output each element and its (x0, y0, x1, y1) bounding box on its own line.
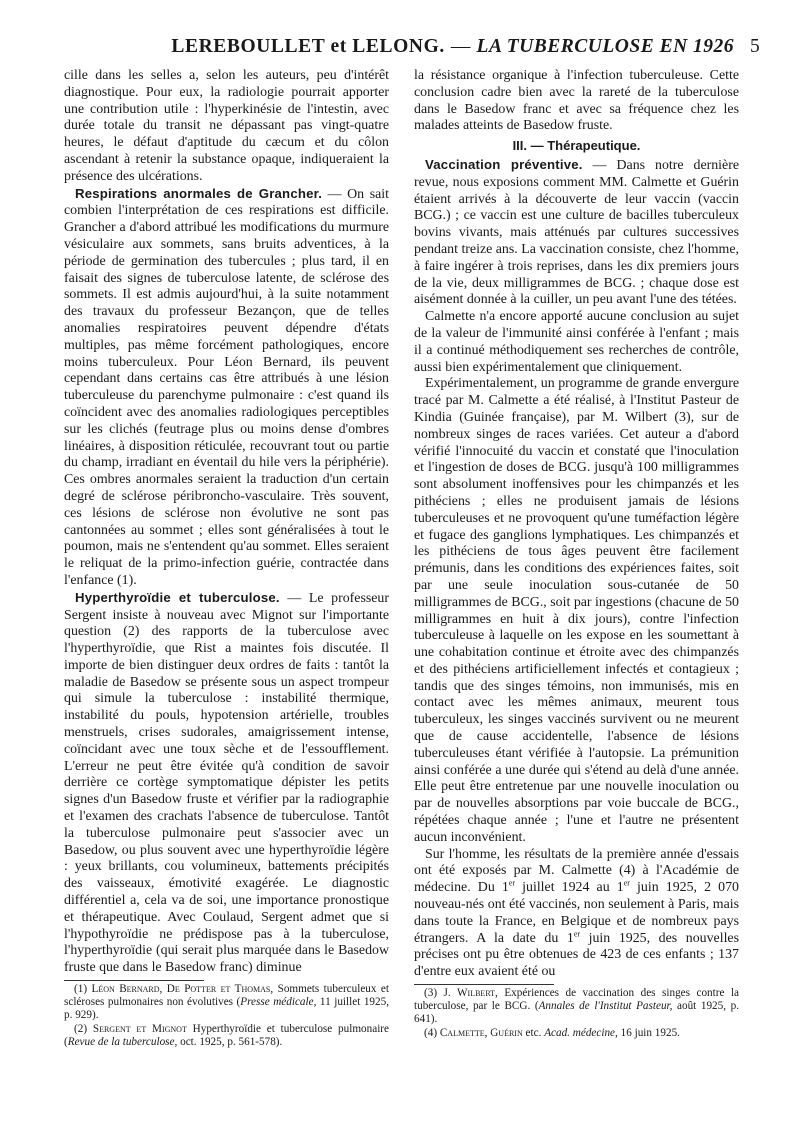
footnote-divider (64, 980, 204, 981)
footnote-journal: Acad. médecine, (544, 1027, 618, 1040)
header-title: LA TUBERCULOSE EN 1926 (476, 36, 735, 57)
footnote-date: 16 juin 1925. (617, 1027, 680, 1040)
footnote-date: 11 juillet 1925, p. 929). (64, 996, 389, 1022)
header-dash: — (450, 36, 471, 57)
footnote-journal: Presse médicale, (240, 996, 317, 1009)
footnote-3 (414, 987, 739, 1026)
footnote-divider (414, 984, 554, 985)
superscript: er (508, 878, 516, 888)
footnote-authors: J. Wilbert, (443, 987, 498, 1000)
run-in-heading-grancher: Respirations anormales de Grancher. (75, 185, 323, 201)
superscript: er (623, 878, 630, 888)
footnote-number: (3) (424, 987, 438, 1000)
run-in-heading-hyperthyroidie: Hyperthyroïdie et tuberculose. (75, 589, 280, 605)
paragraph-grancher-text: — On sait combien l'interprétation de ces respirations est difficile. Grancher a d'abord attribué les modifications du murmure vésiculaire aux sommets, sans bruits adventices, à la période de germination des tubercules ; plus tard, il en faisait des signes de tuberculose latente, de sclérose des sommets. Il est admis aujourd'hui, à la suite notamment des travaux du professeur Bezançon, que de telles anomalies respiratoires peuvent dépendre d'états multiples, pas même forcément pathologiques, encore moins tuberculeux. Pour Léon Bernard, ils peuvent cependant dans certains cas être attribués à une lésion tuberculeuse du parenchyme pulmonaire : c'est quand ils coïncident avec des anomalies radiologiques perceptibles sur les clichés (feutrage plus ou moins dense d'ombres linéaires, à disposition réticulée, recouvrant tout ou partie du champ, irradiant en éventail du hile vers la périphérie). Ces ombres anormales seraient la traduction d'un certain degré de sclérose péribroncho-vasculaire. Très souvent, ces lésions de sclérose non évolutive ne sont pas cantonnées au sommet ; elles sont généralisées à tout le poumon, mais ne s'entendent qu'au sommet. Elles seraient le reliquat de la primo-infection guérie, contractée dans l'enfance (1). (64, 186, 389, 588)
paragraph-resistance: la résistance organique à l'infection tuberculeuse. Cette conclusion cadre bien avec la rareté de la tuberculose dans le Basedow franc et avec sa fréquence chez les malades atteints de Basedow fruste. (414, 68, 739, 134)
paragraph-sur-homme (414, 847, 739, 981)
paragraph-hyperthyroidie (64, 590, 389, 977)
footnote-date: oct. 1925, p. 561-578). (177, 1036, 283, 1049)
superscript: er (573, 929, 581, 939)
footnote-text: etc. (522, 1027, 545, 1040)
paragraph-grancher (64, 186, 389, 590)
run-in-heading-vaccination: Vaccination préventive. (425, 156, 583, 172)
text-run: juin 1925, des nouvelles précises ont pu être obtenues de 423 de ces enfants ; 137 d'entre eux avaient été ou (414, 930, 739, 980)
header-authors: LEREBOULLET et LELONG. (171, 36, 445, 57)
footnote-journal: Annales de l'Institut Pasteur, (538, 1000, 673, 1013)
right-column (414, 68, 739, 1040)
section-heading-therapeutique: III. — Thérapeutique. (512, 138, 641, 154)
left-column (64, 68, 389, 1049)
footnote-journal: Revue de la tuberculose, (67, 1036, 178, 1049)
paragraph-vaccination-text: — Dans notre dernière revue, nous exposions comment MM. Calmette et Guérin étaient arrivés à la découverte de leur vaccin (vaccin BCG.) ; ce vaccin est une culture de bacilles tuberculeux bovins vivants, mais atténués par cultures successives pendant treize ans. La vaccination consiste, chez l'homme, à faire ingérer à trois reprises, dans les dix premiers jours de la vie, deux milligrammes de BCG. ; chaque dose est aisément donnée à la cuiller, un peu avant l'une des tétées. (414, 157, 739, 308)
text-run: Sur l'homme, les résultats de la première année d'essais ont été exposés par M. Calmette (4) à l'Académie de médecine. Du 1 (414, 846, 739, 896)
paragraph-vaccination (414, 157, 739, 309)
footnote-2 (64, 1023, 389, 1049)
footnote-authors: Léon Bernard, De Potter et Thomas, (91, 983, 274, 996)
footnote-text: Expériences de vaccination des singes contre la tuberculose, par le BCG. ( (414, 987, 739, 1013)
footnote-1 (64, 983, 389, 1022)
page-number: 5 (750, 36, 760, 57)
footnote-text: Hyperthyroïdie et tuberculose pulmonaire ( (64, 1023, 389, 1049)
footnote-text: Sommets tuberculeux et scléroses pulmonaires non évolutives ( (64, 983, 389, 1009)
paragraph-experimentalement: Expérimentalement, un programme de grande envergure tracé par M. Calmette a été réalisé, à l'Institut Pasteur de Kindia (Guinée française), par M. Wilbert (3), sur de nombreux singes de races variées. Cet auteur a d'abord vérifié l'innocuité du vaccin et constaté que l'inoculation et l'ingestion de doses de BCG. jusqu'à 100 milligrammes sont absolument inoffensives pour les chimpanzés et les pithéciens ; elles ne produisent jamais de lésions tuberculeuses et ne provoquent qu'une tuméfaction légère et fugace des ganglions lymphatiques. Les chimpanzés et les pithéciens de tous âges peuvent être facilement prémunis, dans les conditions des expériences faites, soit par une seule inoculation sous-cutanée de 50 milligrammes de BCG., soit par ingestions (chacune de 50 milligrammes en huit à dix jours), contre l'infection tuberculeuse à laquelle on les expose en les soumettant à une cohabitation continue et étroite avec des chimpanzés et des pithéciens artificiellement infectés et contagieux ; tandis que des singes témoins, non immunisés, mis en contact avec les mêmes animaux, meurent tous tuberculeux, les singes vaccinés survivent ou ne meurent que de cause accidentelle, l'absence de lésions tuberculeuses étant vérifiée à l'autopsie. La prémunition ainsi conférée a une durée qui s'étend au delà d'une année. Elle peut être entretenue par une nouvelle inoculation ou par de nouvelles absorptions par voie buccale de BCG., répétées chaque année ; l'une et l'autre ne présentent aucun inconvénient. (414, 376, 739, 845)
footnote-number: (1) (74, 983, 88, 996)
running-header (60, 36, 760, 64)
paragraph-continuation: cille dans les selles a, selon les auteurs, peu d'intérêt diagnostique. Pour eux, la radiologie pourrait apporter une contribution utile : l'hyperkinésie de l'intestin, avec durée totale du transit ne dépassant pas vingt-quatre heures, le défaut d'aptitude du cæcum et du côlon ascendant à retenir la substance opaque, indiqueraient la présence des ulcérations. (64, 68, 389, 184)
text-run: juillet 1924 au 1 (515, 880, 624, 896)
paragraph-calmette: Calmette n'a encore apporté aucune conclusion au sujet de la valeur de l'immunité ainsi conférée à l'enfant ; mais il a continué méthodiquement ses recherches de contrôle, aussi bien expérimentalement que cliniquement. (414, 309, 739, 375)
paragraph-hyperthyroidie-text: — Le professeur Sergent insiste à nouveau avec Mignot sur l'importante question (2) des rapports de la tuberculose avec l'hyperthyroïdie, que Rist a maintes fois discutée. Il importe de bien distinguer deux ordres de faits : tantôt la maladie de Basedow se présente sous un aspect trompeur qui simule la tuberculose : instabilité thermique, instabilité du pouls, hypotension artérielle, troubles menstruels, crises sudorales, amaigrissement intense, coïncidant avec une toux sèche et de l'essoufflement. L'erreur ne peut être évitée qu'à condition de savoir derrière ce cortège symptomatique dépister les petits signes d'un Basedow fruste et vérifier par la radiographie et l'examen des crachats l'absence de tuberculose. Tantôt la tuberculose pulmonaire peut s'associer avec un Basedow, ou plus souvent avec une hyperthyroïdie légère : yeux brillants, cou volumineux, battements précipités des vaisseaux, émotivité exagérée. Le diagnostic différentiel a, cela va de soi, une importance pronostique et thérapeutique. Avec Coulaud, Sergent admet que si l'hypothyroïdie ne prédispose pas à la tuberculose, l'hyperthyroïdie (qui serait plus marquée dans le Basedow fruste que dans le Basedow franc) diminue (64, 590, 389, 976)
text-run: juin 1925, 2 070 nouveau-nés ont été vaccinés, non seulement à Paris, mais dans toute la France, en Belgique et de nombreux pays étrangers. A la date du 1 (414, 880, 739, 946)
footnote-date: août 1925, p. 641). (414, 1000, 740, 1026)
footnote-authors: Calmette, Guérin (439, 1027, 523, 1040)
footnote-number: (4) (424, 1027, 438, 1040)
footnote-authors: Sergent et Mignot (92, 1023, 187, 1036)
footnote-number: (2) (74, 1023, 88, 1036)
footnote-4 (414, 1027, 739, 1040)
